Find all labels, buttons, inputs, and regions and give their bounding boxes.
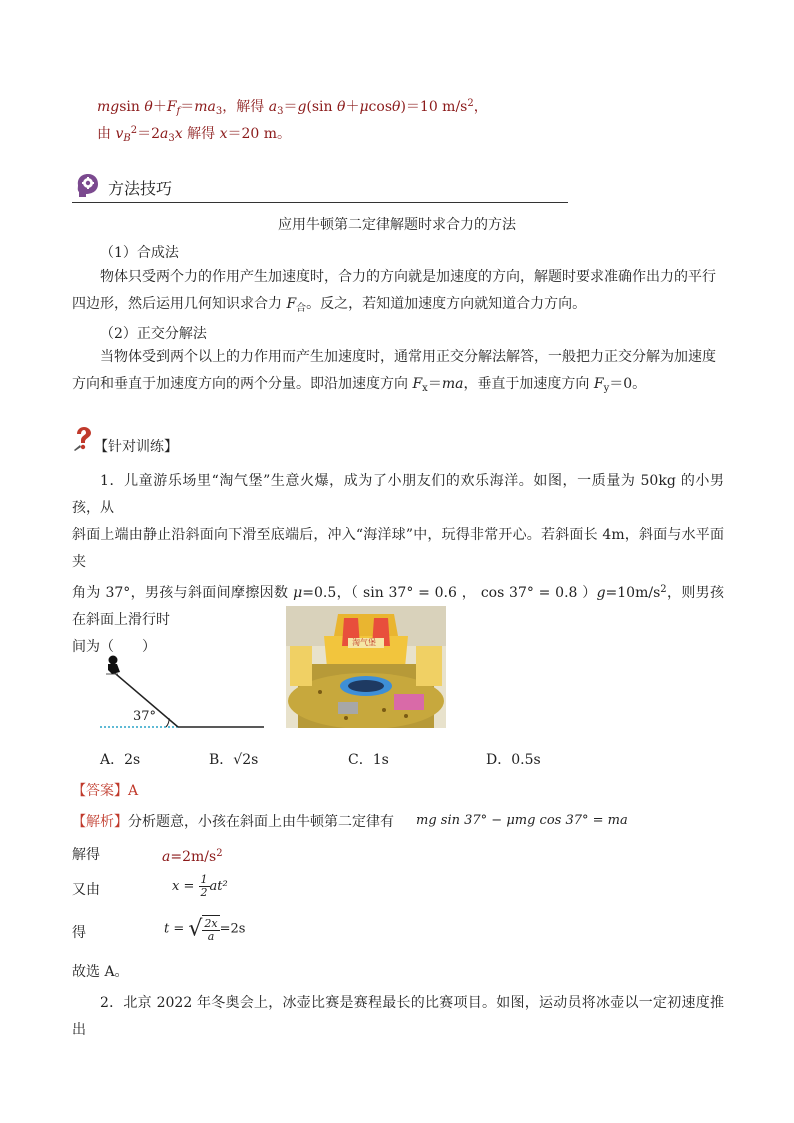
expr-token: ，解得 [222,99,269,115]
method-item2-line-a: 当物体受到两个以上的力作用而产生加速度时，通常用正交分解法解答，一般把力正交分解为加速度 [100,349,716,365]
formula-rhs: =2s [219,921,246,937]
expr-token: B [123,133,131,144]
angle-label: 37° [133,709,157,724]
expr-token: mg [97,99,120,115]
method-item1-line-a: 物体只受两个力的作用产生加速度时，合力的方向就是加速度的方向，解题时要求准确作出力的平行 [100,269,716,285]
option-b-key: B． [209,752,234,768]
expr-token: 2 [130,125,138,136]
fraction-num: 2x [204,917,218,930]
expr-token: )＝10 m/s [400,99,468,115]
conclusion: 故选 A。 [72,964,129,980]
expr-token: x [174,126,183,142]
method-item1-text [72,264,722,322]
option-a[interactable]: A．2s [100,752,141,768]
expr-token: θ [337,99,346,115]
fraction-den: 2 [200,886,208,899]
also-label: 又由 [72,882,100,898]
expr-token: f [176,106,181,117]
expr-token: θ [144,99,153,115]
option-c[interactable]: C．1s [348,752,389,768]
fraction-den: a [207,930,215,943]
expr-token: ， [473,99,488,115]
method-item2-line-b [72,371,722,402]
get-formula [164,915,245,943]
analysis-text: 分析题意，小孩在斜面上由牛顿第二定律有 [128,814,394,830]
symbol-sub: x [422,383,428,394]
symbol-sub: y [603,383,610,394]
q1-line-2: 斜面上端由静止沿斜面向下滑至底端后，冲入“海洋球”中，玩得非常开心。若斜面长 4m，斜面与水平面夹 [72,527,724,570]
fraction-num: 1 [200,873,208,886]
expr-token: (sin [306,99,337,115]
photo-sign: 淘气堡 [352,638,376,647]
q1-line-4: 间为（ ） [72,639,156,655]
solution-line-1 [97,94,488,122]
text-span: ＝ [427,376,442,392]
text-sup: 2 [216,848,223,859]
expr-token: θ [392,99,401,115]
method-item1-line-b [72,291,722,322]
expr-token: ＝20 m。 [227,126,292,142]
text-span: ，垂直于加速度方向 [463,376,594,392]
expr-token: ＝ [180,99,195,115]
solution-line-2 [97,121,291,149]
answer-label: 【答案】 [72,783,128,799]
analysis-line [72,812,394,832]
method-item2-text [72,344,722,402]
expr-token: ＝2 [137,126,161,142]
training-label: 【针对训练】 [94,439,178,455]
incline-figure [100,650,270,735]
symbol-F: F [593,376,604,392]
formula-rhs: at² [209,879,228,894]
also-formula [172,874,228,899]
section-divider [72,202,568,203]
expr-token: μ [359,99,369,115]
brain-icon [74,172,102,200]
expr-token: ma [194,99,216,115]
expr-token: cos [368,99,393,115]
expr-token: 由 [97,126,116,142]
expr-token: a [160,126,169,142]
symbol-ma: ma [441,376,464,392]
q2-line-1: 2．北京 2022 年冬奥会上，冰壶比赛是赛程最长的比赛项目。如图，运动员将冰壶以一定初速度推出 [72,995,724,1038]
analysis-formula: mg sin 37° − μmg cos 37° = ma [416,813,628,828]
fraction [202,915,219,943]
section-title: 方法技巧 [108,179,173,198]
option-b-value: √2s [233,752,259,768]
formula-lhs: t = [164,921,189,937]
text-span: ＝0。 [609,376,647,392]
get-label: 得 [72,925,86,941]
answer-value: A [128,783,139,799]
method-heading: 应用牛顿第二定律解题时求合力的方法 [278,217,516,233]
expr-token: x [219,126,228,142]
formula-lhs: x = [172,879,199,894]
text-span: ，则男孩在斜面上滑行时 [72,585,725,628]
symbol-a: a [162,849,171,865]
analysis-label: 【解析】 [72,814,128,830]
expr-token: 2 [467,98,474,109]
method-item1-title: （1）合成法 [100,245,179,261]
expr-token: 3 [215,106,223,117]
text-span: 方向和垂直于加速度方向的两个分量。即沿加速度方向 [72,376,413,392]
expr-token: a [268,99,278,115]
method-item2-title: （2）正交分解法 [100,326,207,342]
question-mark-icon [72,426,94,452]
expr-token: sin [119,99,145,115]
expr-token: ＋ [152,99,167,115]
text-span: 。反之，若知道加速度方向就知道合力方向。 [306,296,587,312]
text-span: 角为 37°，男孩与斜面间摩擦因数 [72,585,294,601]
symbol-mu: μ [293,585,303,601]
playground-photo [286,606,446,728]
option-b[interactable] [209,750,258,770]
symbol-g: g [596,585,606,601]
symbol-sub: 合 [296,303,307,314]
q1-line-1: 1．儿童游乐场里“淘气堡”生意火爆，成为了小朋友们的欢乐海洋。如图，一质量为 50kg 的小男孩，从 [72,473,724,516]
solve-value [162,844,223,867]
sqrt-sign: √ [188,916,203,942]
option-d[interactable]: D．0.5s [486,752,541,768]
expr-token: v [115,126,124,142]
text-span: =10m/s [605,585,661,601]
fraction [199,874,210,899]
symbol-F: F [286,296,297,312]
expr-token: 3 [168,133,175,144]
section-header [72,172,568,206]
symbol-F: F [412,376,423,392]
expr-token: F [166,99,177,115]
answer-line [72,781,138,801]
expr-token: ＋ [345,99,360,115]
text-span: 四边形，然后运用几何知识求合力 [72,296,287,312]
text-span: =0.5，（ sin 37° = 0.6 ， cos 37° = 0.8 ） [302,585,597,601]
text-span: =2m/s [170,849,217,865]
solve-label: 解得 [72,847,100,863]
text-sup: 2 [660,584,667,595]
expr-token: ＝ [283,99,298,115]
expr-token: 3 [277,106,284,117]
expr-token: g [297,99,307,115]
expr-token: 解得 [182,126,220,142]
